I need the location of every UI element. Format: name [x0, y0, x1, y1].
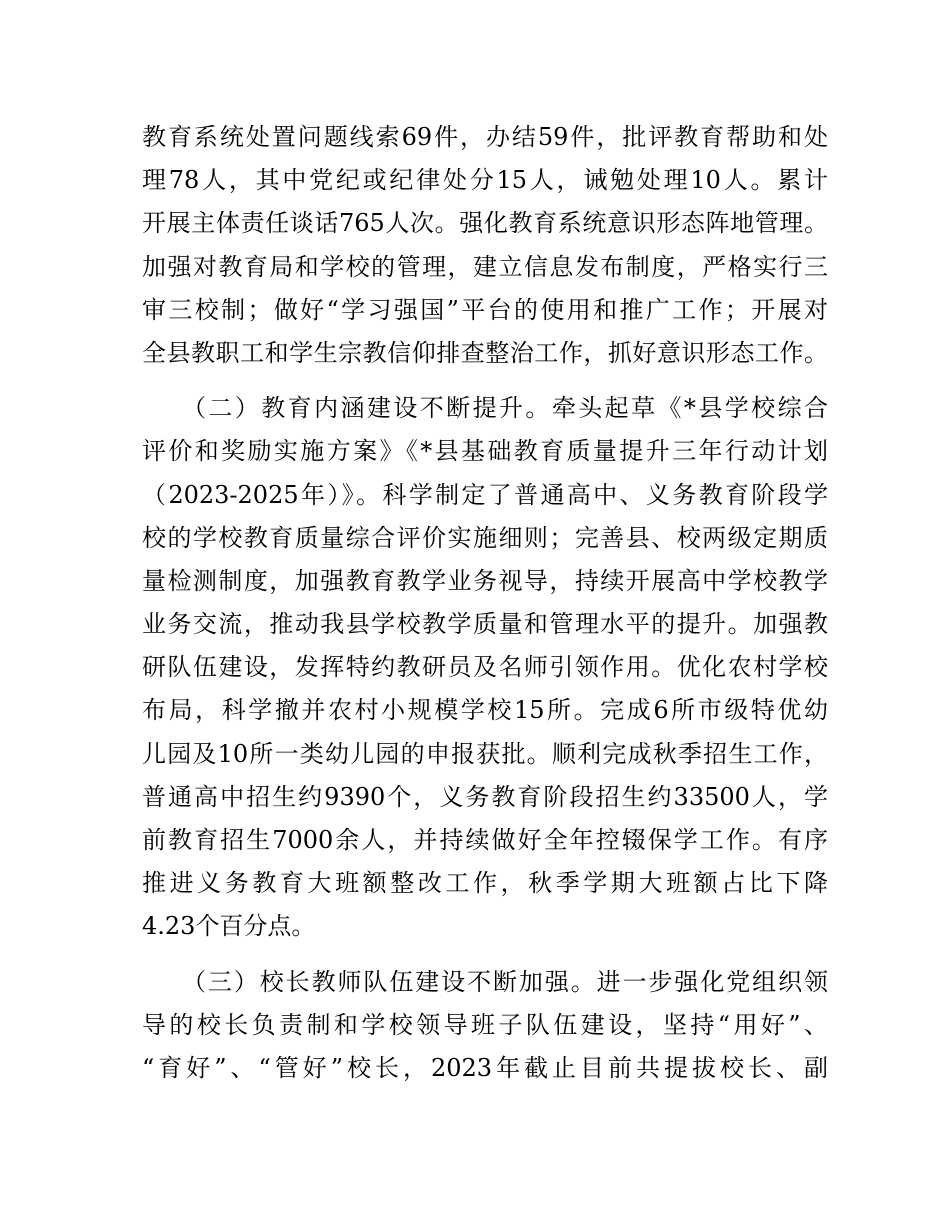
- text-line: 全县教职工和学生宗教信仰排查整治工作，抓好意识形态工作。: [142, 338, 828, 367]
- text-line: 导的校长负责制和学校领导班子队伍建设，坚持“用好”、: [142, 1010, 828, 1039]
- text-line: 儿园及10所一类幼儿园的申报获批。顺利完成秋季招生工作，: [142, 739, 828, 768]
- text-line: 开展主体责任谈话765人次。强化教育系统意识形态阵地管理。: [142, 209, 828, 238]
- paragraph-2: [142, 387, 828, 948]
- paragraph-gap: [142, 949, 828, 961]
- text-line: （2023-2025年）》。科学制定了普通高中、义务教育阶段学: [142, 480, 828, 509]
- text-line: 布局，科学撤并农村小规模学校15所。完成6所市级特优幼: [142, 696, 828, 725]
- text-line: 理78人，其中党纪或纪律处分15人，诫勉处理10人。累计: [142, 166, 828, 195]
- text-line: 审三校制；做好“学习强国”平台的使用和推广工作；开展对: [142, 295, 828, 324]
- text-line: 量检测制度，加强教育教学业务视导，持续开展高中学校教学: [142, 566, 828, 595]
- paragraph-gap: [142, 375, 828, 387]
- text-line: 教育系统处置问题线索69件，办结59件，批评教育帮助和处: [142, 123, 828, 151]
- text-line: 加强对教育局和学校的管理，建立信息发布制度，严格实行三: [142, 252, 828, 281]
- text-line: “育好”、“管好”校长，2023年截止目前共提拔校长、副: [142, 1053, 828, 1082]
- text-line: 普通高中招生约9390个，义务教育阶段招生约33500人，学: [142, 782, 828, 811]
- text-line: （三）校长教师队伍建设不断加强。进一步强化党组织领: [182, 967, 828, 996]
- text-line: 前教育招生7000余人，并持续做好全年控辍保学工作。有序: [142, 826, 828, 854]
- text-line: 评价和奖励实施方案》《*县基础教育质量提升三年行动计划: [142, 437, 828, 466]
- paragraph-3: [142, 961, 828, 1091]
- text-line: 业务交流，推动我县学校教学质量和管理水平的提升。加强教: [142, 610, 828, 639]
- text-line: 4.23个百分点。: [142, 912, 316, 941]
- paragraph-1: [142, 116, 828, 375]
- text-line: 校的学校教育质量综合评价实施细则；完善县、校两级定期质: [142, 523, 828, 552]
- document-page: [142, 116, 828, 1090]
- text-line: 研队伍建设，发挥特约教研员及名师引领作用。优化农村学校: [142, 653, 828, 682]
- text-line: 推进义务教育大班额整改工作，秋季学期大班额占比下降: [142, 869, 828, 898]
- text-line: （二）教育内涵建设不断提升。牵头起草《*县学校综合: [182, 394, 828, 423]
